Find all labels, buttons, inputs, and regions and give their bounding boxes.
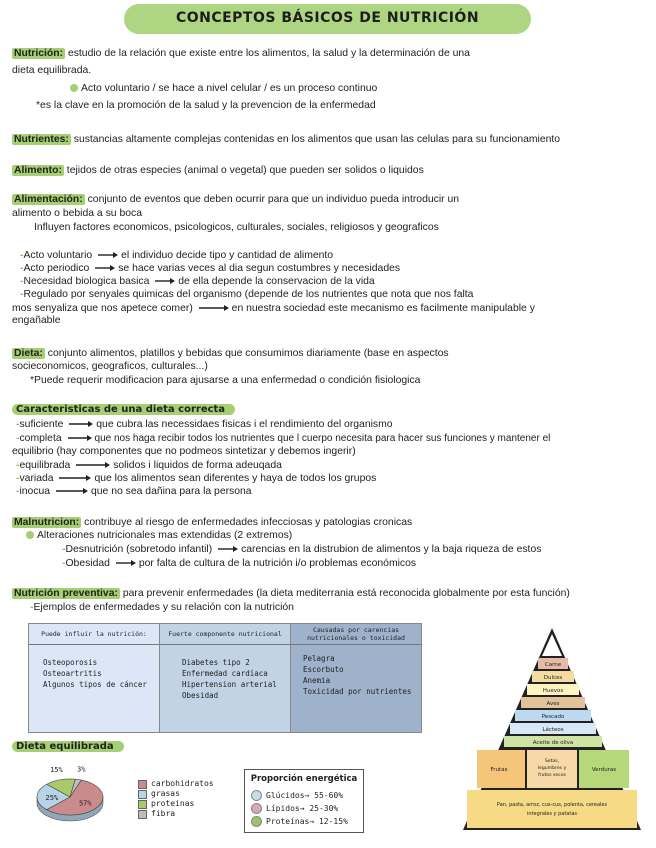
- arrow-right-icon: [55, 487, 89, 495]
- alimento-definition: Alimento: tejidos de otras especies (animal o vegetal) que pueden ser solidos o liquidos: [14, 165, 424, 176]
- arrow-right-icon: [68, 420, 94, 428]
- pyramid-label: Verduras: [591, 767, 617, 773]
- alimentacion-item: -Regulado por senyales quimicas del organismo (depende de los nutrientes que nota que nos falta: [20, 289, 474, 300]
- pyramid-label: Pan, pasta, arroz, cus-cus, polenta, cereales: [496, 802, 608, 808]
- caracteristica-item: -equilibrada solidos i liquidos de forma adeuqada: [16, 460, 282, 471]
- pie-chart: [26, 757, 136, 829]
- arrow-right-icon: [217, 545, 239, 553]
- arrow-right-icon: [97, 251, 119, 259]
- caracteristica-item: -completa que nos haga recibir todos los nutrientes que l cuerpo necesita para hacer sus funciones y mantener el: [16, 433, 551, 444]
- dieta-note: *Puede requerir modificacion para ajusarse a una enfermedad o condición fisiologica: [30, 375, 421, 386]
- nutricion-note: *es la clave en la promoción de la salud y la prevencion de la enfermedad: [36, 100, 376, 111]
- pie-label: 3%: [77, 765, 86, 774]
- legend-swatch-icon: [138, 780, 147, 789]
- proporcion-row: Glúcidos→ 55-60%: [251, 789, 363, 802]
- arrow-right-icon: [94, 264, 116, 272]
- bullet-dot-icon: [26, 531, 34, 539]
- pyramid-level-base: [467, 790, 637, 828]
- pyramid-label: Carne: [544, 662, 562, 668]
- arrow-right-icon: [58, 474, 92, 482]
- arrow-right-icon: [67, 434, 93, 442]
- alimentacion-definition: Alimentación: conjunto de eventos que deben ocurrir para que un individuo pueda introducir un: [14, 194, 460, 205]
- pyramid-label: Setas,: [544, 759, 560, 764]
- dieta-term: Dieta:: [14, 348, 43, 359]
- caracteristica-item: -inocua que no sea dañina para la persona: [16, 486, 252, 497]
- table-column: Fuerte componente nutricional Diabetes tipo 2 Enfermedad cardíaca Hipertension arterial Obesidad: [160, 623, 291, 733]
- dieta-definition: Dieta: conjunto alimentos, platillos y bebidas que consumimos diariamente (base en aspectos: [14, 348, 449, 359]
- pyramid-label: Frutas: [490, 767, 508, 773]
- arrow-right-icon: [154, 277, 176, 285]
- pie-label: 57%: [78, 799, 92, 808]
- page-title: CONCEPTOS BÁSICOS DE NUTRICIÓN: [124, 4, 531, 34]
- circle-icon: [251, 790, 262, 801]
- alimentacion-item-cont-2: engañable: [12, 315, 61, 326]
- proporcion-box: Proporción energética Glúcidos→ 55-60% Lípidos→ 25-30% Proteínas→ 12-15%: [244, 769, 364, 833]
- preventiva-definition: Nutrición preventiva: para prevenir enfermedades (la dieta mediterrania está reconocida globalmente por esta función): [14, 588, 570, 599]
- caracteristica-item-cont: equilibrio (hay componentes que no podmeos sintetizar y debemos ingerir): [12, 446, 356, 457]
- nutricion-definition: Nutrición: estudio de la relación que existe entre los alimentos, la salud y la determinación de una: [14, 48, 470, 59]
- caracteristica-item: -variada que los alimentos sean diferentes y haya de todos los grupos: [16, 473, 377, 484]
- table-cell: Enfermedad cardíaca: [182, 669, 268, 678]
- legend-item: carbohidratos: [138, 779, 214, 789]
- table-cell: Osteoporosis: [43, 658, 98, 667]
- legend-item: proteinas: [138, 799, 214, 809]
- malnutricion-desnutricion: -Desnutrición (sobretodo infantil) carencias en la distrubion de alimentos y la baja riqueza de estos: [62, 544, 542, 555]
- circle-icon: [251, 816, 262, 827]
- circle-icon: [251, 803, 262, 814]
- malnutricion-obesidad: -Obesidad por falta de cultura de la nutrición i/o problemas económicos: [62, 558, 417, 569]
- legend-item: fibra: [138, 809, 214, 819]
- alimento-term: Alimento:: [14, 165, 62, 176]
- table-cell: Escorbuto: [303, 665, 344, 674]
- table-cell: Hipertension arterial: [182, 680, 277, 689]
- caracteristicas-heading: Caracteristicas de una dieta correcta: [12, 403, 235, 417]
- legend-swatch-icon: [138, 810, 147, 819]
- proporcion-row: Lípidos→ 25-30%: [251, 802, 363, 815]
- dieta-definition-2: socieconomicos, geograficos, culturales...): [12, 361, 208, 372]
- enfermedades-table: [28, 623, 424, 733]
- alimentacion-term: Alimentación:: [14, 194, 83, 205]
- pyramid-label: Lácteos: [542, 727, 564, 733]
- legend-swatch-icon: [138, 800, 147, 809]
- pyramid-label: Huevos: [542, 688, 564, 694]
- legend-swatch-icon: [138, 790, 147, 799]
- pyramid-label: Dulces: [543, 675, 563, 681]
- table-cell: Osteoartritis: [43, 669, 102, 678]
- pyramid-label: Aves: [546, 701, 560, 707]
- table-cell: Toxicidad por nutrientes: [303, 687, 412, 696]
- food-pyramid: [455, 624, 650, 834]
- arrow-right-icon: [75, 461, 111, 469]
- arrow-right-icon: [198, 304, 230, 312]
- pyramid-label: legumbres y: [537, 766, 567, 771]
- proporcion-row: Proteínas→ 12-15%: [251, 815, 363, 828]
- malnutricion-definition: Malnutricion: contribuye al riesgo de enfermedades infecciosas y patologias cronicas: [14, 517, 413, 528]
- malnutricion-term: Malnutricion:: [14, 517, 80, 528]
- dieta-equilibrada-heading: Dieta equilibrada: [12, 740, 124, 754]
- nutricion-term: Nutrición:: [14, 48, 64, 59]
- table-cell: Obesidad: [182, 691, 219, 700]
- arrow-right-icon: [115, 559, 137, 567]
- table-cell: Pelagra: [303, 654, 335, 663]
- alimentacion-item: -Acto voluntario el individuo decide tipo y cantidad de alimento: [20, 250, 334, 261]
- nutricion-point: Acto voluntario / se hace a nivel celular / es un proceso continuo: [70, 82, 377, 96]
- nutrientes-definition: Nutrientes: sustancias altamente complejas contenidas en los alimentos que usan las celulas para su funcionamiento: [14, 134, 561, 145]
- nutricion-definition-2: dieta equilibrada.: [12, 65, 92, 76]
- table-cell: Diabetes tipo 2: [182, 658, 250, 667]
- pie-label: 15%: [50, 765, 63, 774]
- alimentacion-definition-2: alimento o bebida a su boca: [12, 208, 142, 219]
- preventiva-term: Nutrición preventiva:: [14, 588, 118, 599]
- nutrientes-term: Nutrientes:: [14, 134, 69, 145]
- alimentacion-factores: Influyen factores economicos, psicologicos, culturales, sociales, religiosos y geograficos: [34, 222, 439, 233]
- pyramid-label: integrales y patatas: [527, 811, 577, 817]
- table-column: Puede influir la nutrición: Osteoporosis Osteoartritis Algunos tipos de cáncer: [28, 623, 160, 733]
- table-cell: Algunos tipos de cáncer: [43, 680, 147, 689]
- pyramid-label: frutos secos: [538, 773, 566, 778]
- alimentacion-item-cont: mos senyaliza que nos apetece comer) en nuestra sociedad este mecanismo es facilmente manipulable y: [12, 303, 535, 314]
- caracteristica-item: -suficiente que cubra las necessidaes fisicas i el rendimiento del organismo: [16, 419, 393, 430]
- legend-item: grasas: [138, 789, 214, 799]
- table-column: Causadas por carencias nutricionales o toxicidad Pelagra Escorbuto Anemia Toxicidad por nutrientes: [291, 623, 422, 733]
- pie-label: 25%: [45, 793, 59, 802]
- pyramid-label: Aceite de oliva: [532, 740, 574, 746]
- pie-legend: [138, 779, 214, 819]
- alimentacion-item: -Necesidad biologica basica de ella depende la conservacion de la vida: [20, 276, 375, 287]
- table-cell: Anemia: [303, 676, 331, 685]
- alimentacion-item: -Acto periodico se hace varias veces al dia segun costumbres y necesidades: [20, 263, 401, 274]
- malnutricion-sub: Alteraciones nutricionales mas extendidas (2 extremos): [26, 529, 292, 543]
- preventiva-sub: -Ejemplos de enfermedades y su relación con la nutrición: [30, 602, 294, 613]
- pyramid-label: Pescado: [541, 714, 565, 720]
- bullet-dot-icon: [70, 84, 78, 92]
